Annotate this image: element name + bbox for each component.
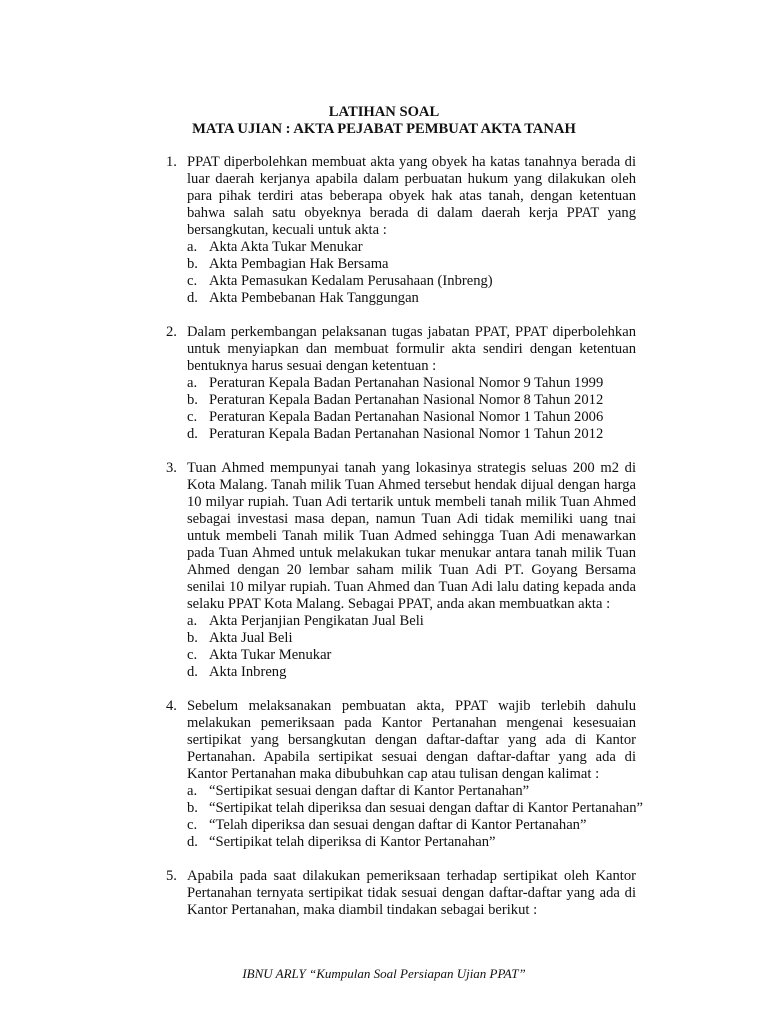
question-list	[160, 154, 644, 936]
option-letter: c.	[187, 273, 198, 289]
option-letter: d.	[187, 664, 198, 680]
option-a	[187, 783, 636, 800]
question-4	[160, 698, 644, 851]
option-c	[187, 817, 636, 834]
option-letter: c.	[187, 817, 198, 833]
option-text: Peraturan Kepala Badan Pertanahan Nasional Nomor 1 Tahun 2012	[209, 426, 604, 442]
option-letter: b.	[187, 256, 198, 272]
option-letter: c.	[187, 409, 198, 425]
option-text: Peraturan Kepala Badan Pertanahan Nasional Nomor 1 Tahun 2006	[209, 409, 604, 425]
option-text: Akta Tukar Menukar	[209, 647, 332, 663]
question-number: 5.	[166, 868, 177, 884]
option-d	[187, 290, 636, 307]
question-3	[160, 460, 636, 681]
option-list	[187, 375, 636, 443]
document-header	[0, 104, 768, 138]
option-text: Akta Pemasukan Kedalam Perusahaan (Inbreng)	[209, 273, 493, 289]
option-text: Peraturan Kepala Badan Pertanahan Nasional Nomor 9 Tahun 1999	[209, 375, 604, 391]
option-b	[187, 800, 644, 817]
option-c	[187, 409, 636, 426]
document-title: LATIHAN SOAL	[328, 104, 440, 120]
option-letter: b.	[187, 800, 198, 816]
document-subtitle: MATA UJIAN : AKTA PEJABAT PEMBUAT AKTA TANAH	[192, 121, 576, 137]
option-text: “Sertipikat telah diperiksa dan sesuai dengan daftar di Kantor Pertanahan”	[209, 800, 644, 816]
question-text: PPAT diperbolehkan membuat akta yang obyek ha katas tanahnya berada di luar daerah kerjanya apabila dalam perbuatan hukum yang dilakukan oleh para pihak terdiri atas beberapa obyek hak atas tanah, dengan ketentuan bahwa salah satu obyeknya berada di dalam daerah kerja PPAT yang bersangkutan, kecuali untuk akta :	[187, 154, 636, 238]
question-1	[160, 154, 636, 307]
option-letter: c.	[187, 647, 198, 663]
option-letter: b.	[187, 392, 198, 408]
option-letter: d.	[187, 834, 198, 850]
option-letter: a.	[187, 783, 198, 799]
question-2	[160, 324, 636, 443]
option-d	[187, 426, 636, 443]
question-number: 2.	[166, 324, 177, 340]
option-letter: a.	[187, 239, 198, 255]
question-number: 4.	[166, 698, 177, 714]
option-text: “Sertipikat telah diperiksa di Kantor Pertanahan”	[209, 834, 496, 850]
option-letter: a.	[187, 613, 198, 629]
option-text: Akta Akta Tukar Menukar	[209, 239, 363, 255]
option-list	[187, 613, 636, 681]
option-b	[187, 256, 636, 273]
option-b	[187, 630, 636, 647]
question-number: 1.	[166, 154, 177, 170]
question-text: Apabila pada saat dilakukan pemeriksaan terhadap sertipikat oleh Kantor Pertanahan ternyata sertipikat tidak sesuai dengan daftar-daftar yang ada di Kantor Pertanahan, maka diambil tindakan sebagai berikut :	[187, 868, 636, 918]
option-letter: a.	[187, 375, 198, 391]
option-letter: b.	[187, 630, 198, 646]
option-text: “Telah diperiksa dan sesuai dengan daftar di Kantor Pertanahan”	[209, 817, 587, 833]
option-text: Akta Jual Beli	[209, 630, 293, 646]
option-a	[187, 239, 636, 256]
option-text: “Sertipikat sesuai dengan daftar di Kantor Pertanahan”	[209, 783, 530, 799]
option-c	[187, 273, 636, 290]
option-text: Akta Inbreng	[209, 664, 287, 680]
option-d	[187, 664, 636, 681]
question-text: Sebelum melaksanakan pembuatan akta, PPAT wajib terlebih dahulu melakukan pemeriksaan pada Kantor Pertanahan mengenai kesesuaian sertipikat yang bersangkutan dengan daftar-daftar yang ada di Kantor Pertanahan. Apabila sertipikat sesuai dengan daftar-daftar yang ada di Kantor Pertanahan maka dibubuhkan cap atau tulisan dengan kalimat :	[187, 698, 636, 782]
option-list	[187, 239, 636, 307]
option-list	[187, 783, 644, 851]
question-5	[160, 868, 636, 919]
option-c	[187, 647, 636, 664]
question-text: Dalam perkembangan pelaksanan tugas jabatan PPAT, PPAT diperbolehkan untuk menyiapkan dan membuat formulir akta sendiri dengan ketentuan bentuknya harus sesuai dengan ketentuan :	[187, 324, 636, 374]
page-footer: IBNU ARLY “Kumpulan Soal Persiapan Ujian PPAT”	[242, 966, 526, 981]
question-text: Tuan Ahmed mempunyai tanah yang lokasinya strategis seluas 200 m2 di Kota Malang. Tanah milik Tuan Ahmed tersebut hendak dijual dengan harga 10 milyar rupiah. Tuan Adi tertarik untuk membeli tanah milik Tuan Ahmed sebagai investasi masa depan, namun Tuan Adi tidak memiliki uang tnai untuk membeli Tanah milik Tuan Admed sehingga Tuan Adi menawarkan pada Tuan Ahmed untuk melakukan tukar menukar antara tanah milik Tuan Ahmed dengan 20 lembar saham milik Tuan Adi PT. Goyang Bersama senilai 10 milyar rupiah. Tuan Ahmed dan Tuan Adi lalu dating kepada anda selaku PPAT Kota Malang. Sebagai PPAT, anda akan membuatkan akta :	[187, 460, 636, 612]
option-a	[187, 375, 636, 392]
option-d	[187, 834, 636, 851]
option-text: Akta Perjanjian Pengikatan Jual Beli	[209, 613, 424, 629]
option-letter: d.	[187, 426, 198, 442]
option-letter: d.	[187, 290, 198, 306]
question-number: 3.	[166, 460, 177, 476]
option-b	[187, 392, 636, 409]
option-text: Akta Pembebanan Hak Tanggungan	[209, 290, 419, 306]
option-text: Akta Pembagian Hak Bersama	[209, 256, 389, 272]
option-text: Peraturan Kepala Badan Pertanahan Nasional Nomor 8 Tahun 2012	[209, 392, 604, 408]
option-a	[187, 613, 636, 630]
